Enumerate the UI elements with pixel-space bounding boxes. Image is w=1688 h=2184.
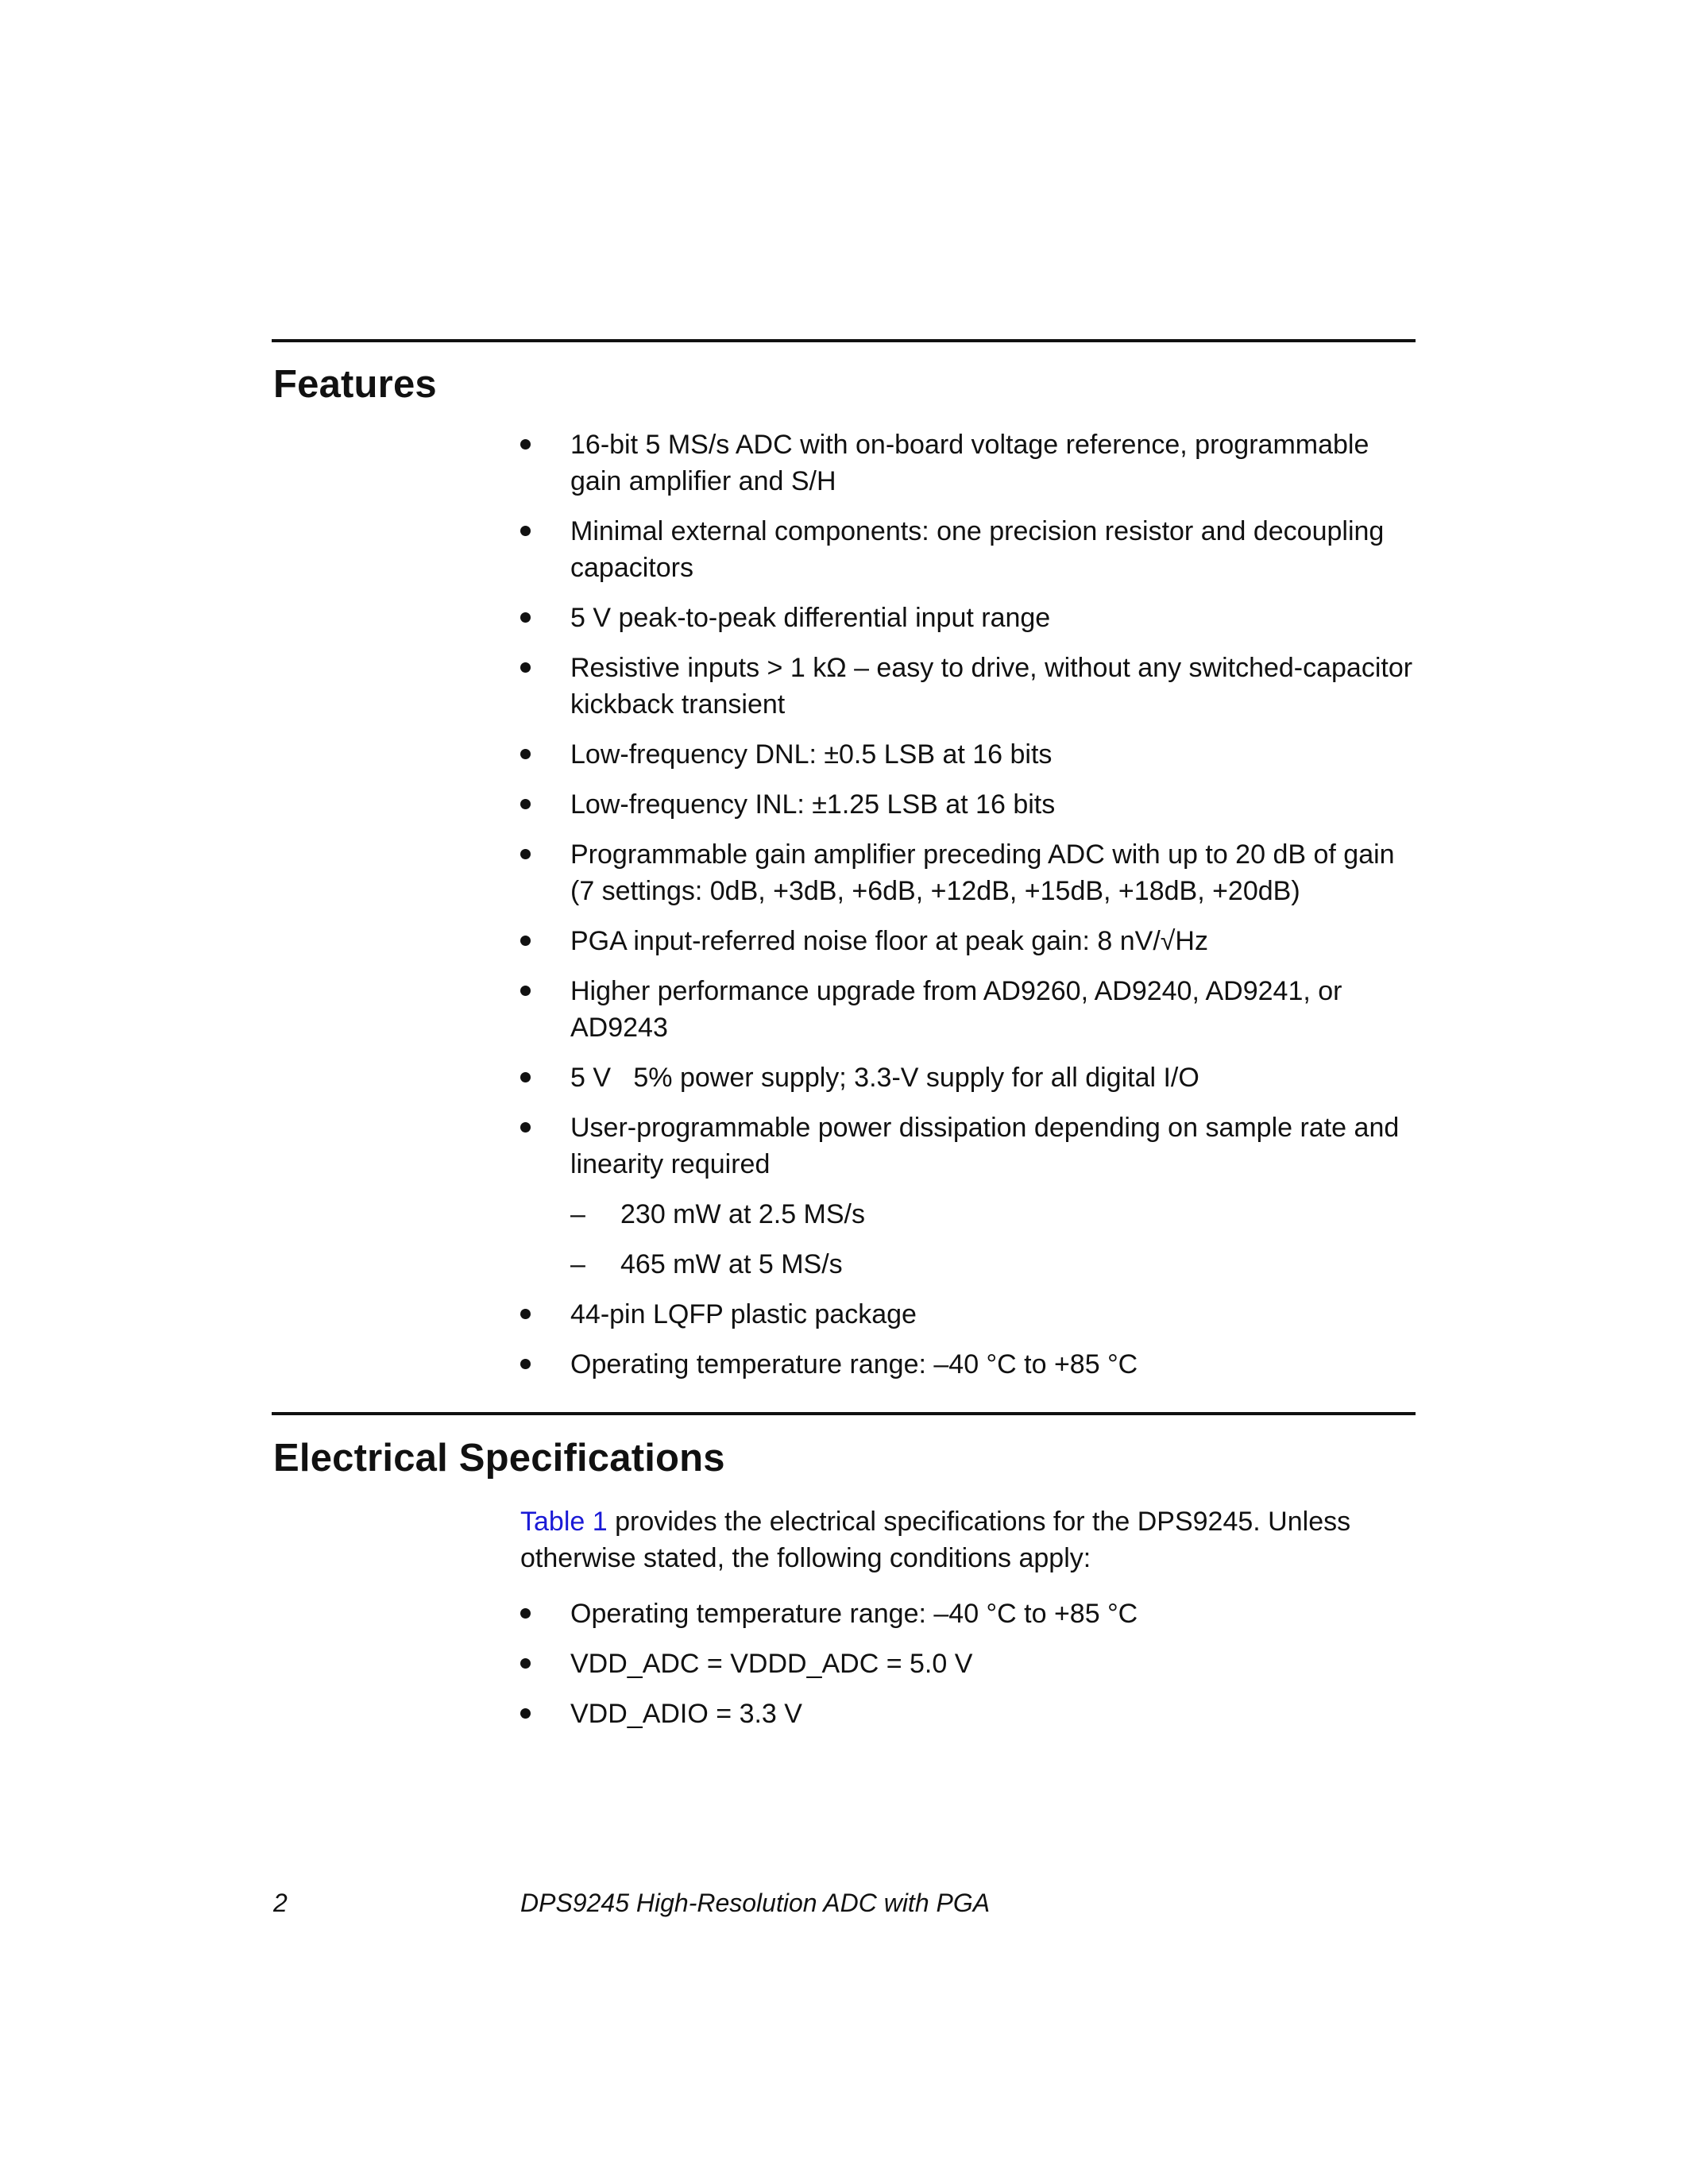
power-sublist: [570, 1196, 1418, 1283]
section-rule-electrical: [272, 1412, 1416, 1415]
footer-title: DPS9245 High-Resolution ADC with PGA: [520, 1889, 991, 1917]
list-item: Resistive inputs > 1 kΩ – easy to drive, without any switched-capacitor kickback transient: [520, 650, 1418, 723]
features-heading: Features: [273, 363, 437, 406]
list-item: 16-bit 5 MS/s ADC with on-board voltage reference, programmable gain amplifier and S/H: [520, 426, 1418, 500]
bullet-icon: [520, 1309, 531, 1319]
table-1-link[interactable]: Table 1: [520, 1507, 608, 1537]
list-item: Low-frequency DNL: ±0.5 LSB at 16 bits: [520, 736, 1418, 773]
electrical-intro: Table 1 provides the electrical specifications for the DPS9245. Unless otherwise stated, the following conditions apply:: [520, 1507, 1351, 1573]
bullet-icon: [520, 1359, 531, 1369]
list-item: 5 V peak-to-peak differential input range: [520, 600, 1418, 636]
bullet-icon: [520, 799, 531, 809]
list-item: PGA input-referred noise floor at peak gain: 8 nV/√Hz: [520, 923, 1418, 959]
list-item: Operating temperature range: –40 °C to +85 °C: [520, 1346, 1418, 1383]
list-item: 5 V 5% power supply; 3.3-V supply for all digital I/O: [520, 1059, 1418, 1096]
list-item: VDD_ADC = VDDD_ADC = 5.0 V: [520, 1646, 1418, 1682]
bullet-icon: [520, 612, 531, 623]
section-rule-features: [272, 339, 1416, 342]
features-list-column: [520, 426, 1418, 1396]
bullet-icon: [520, 849, 531, 859]
bullet-icon: [520, 526, 531, 536]
electrical-column: [520, 1503, 1418, 1746]
bullet-icon: [520, 986, 531, 996]
bullet-icon: [520, 1608, 531, 1619]
list-item: Minimal external components: one precision resistor and decoupling capacitors: [520, 513, 1418, 586]
sublist-item: – 230 mW at 2.5 MS/s: [570, 1196, 1418, 1233]
bullet-icon: [520, 936, 531, 946]
page-number: 2: [273, 1889, 288, 1917]
bullet-icon: [520, 1122, 531, 1133]
list-item: Higher performance upgrade from AD9260, AD9240, AD9241, or AD9243: [520, 973, 1418, 1046]
conditions-list: [520, 1596, 1418, 1732]
list-item: VDD_ADIO = 3.3 V: [520, 1696, 1418, 1732]
sublist-item: – 465 mW at 5 MS/s: [570, 1246, 1418, 1283]
dash-icon: –: [570, 1199, 585, 1229]
electrical-heading: Electrical Specifications: [273, 1437, 725, 1480]
features-list: [520, 426, 1418, 1383]
list-item: User-programmable power dissipation depending on sample rate and linearity required – 230 mW at 2.5 MS/s – 465 mW at 5 MS/s: [520, 1109, 1418, 1283]
list-item: Low-frequency INL: ±1.25 LSB at 16 bits: [520, 786, 1418, 823]
list-item: 44-pin LQFP plastic package: [520, 1296, 1418, 1333]
bullet-icon: [520, 1072, 531, 1082]
list-item: Operating temperature range: –40 °C to +85 °C: [520, 1596, 1418, 1632]
list-item: Programmable gain amplifier preceding ADC with up to 20 dB of gain (7 settings: 0dB, +3dB, +6dB, +12dB, +15dB, +18dB, +20dB): [520, 836, 1418, 909]
bullet-icon: [520, 1708, 531, 1719]
bullet-icon: [520, 439, 531, 450]
bullet-icon: [520, 662, 531, 673]
dash-icon: –: [570, 1249, 585, 1279]
bullet-icon: [520, 1658, 531, 1669]
bullet-icon: [520, 749, 531, 759]
